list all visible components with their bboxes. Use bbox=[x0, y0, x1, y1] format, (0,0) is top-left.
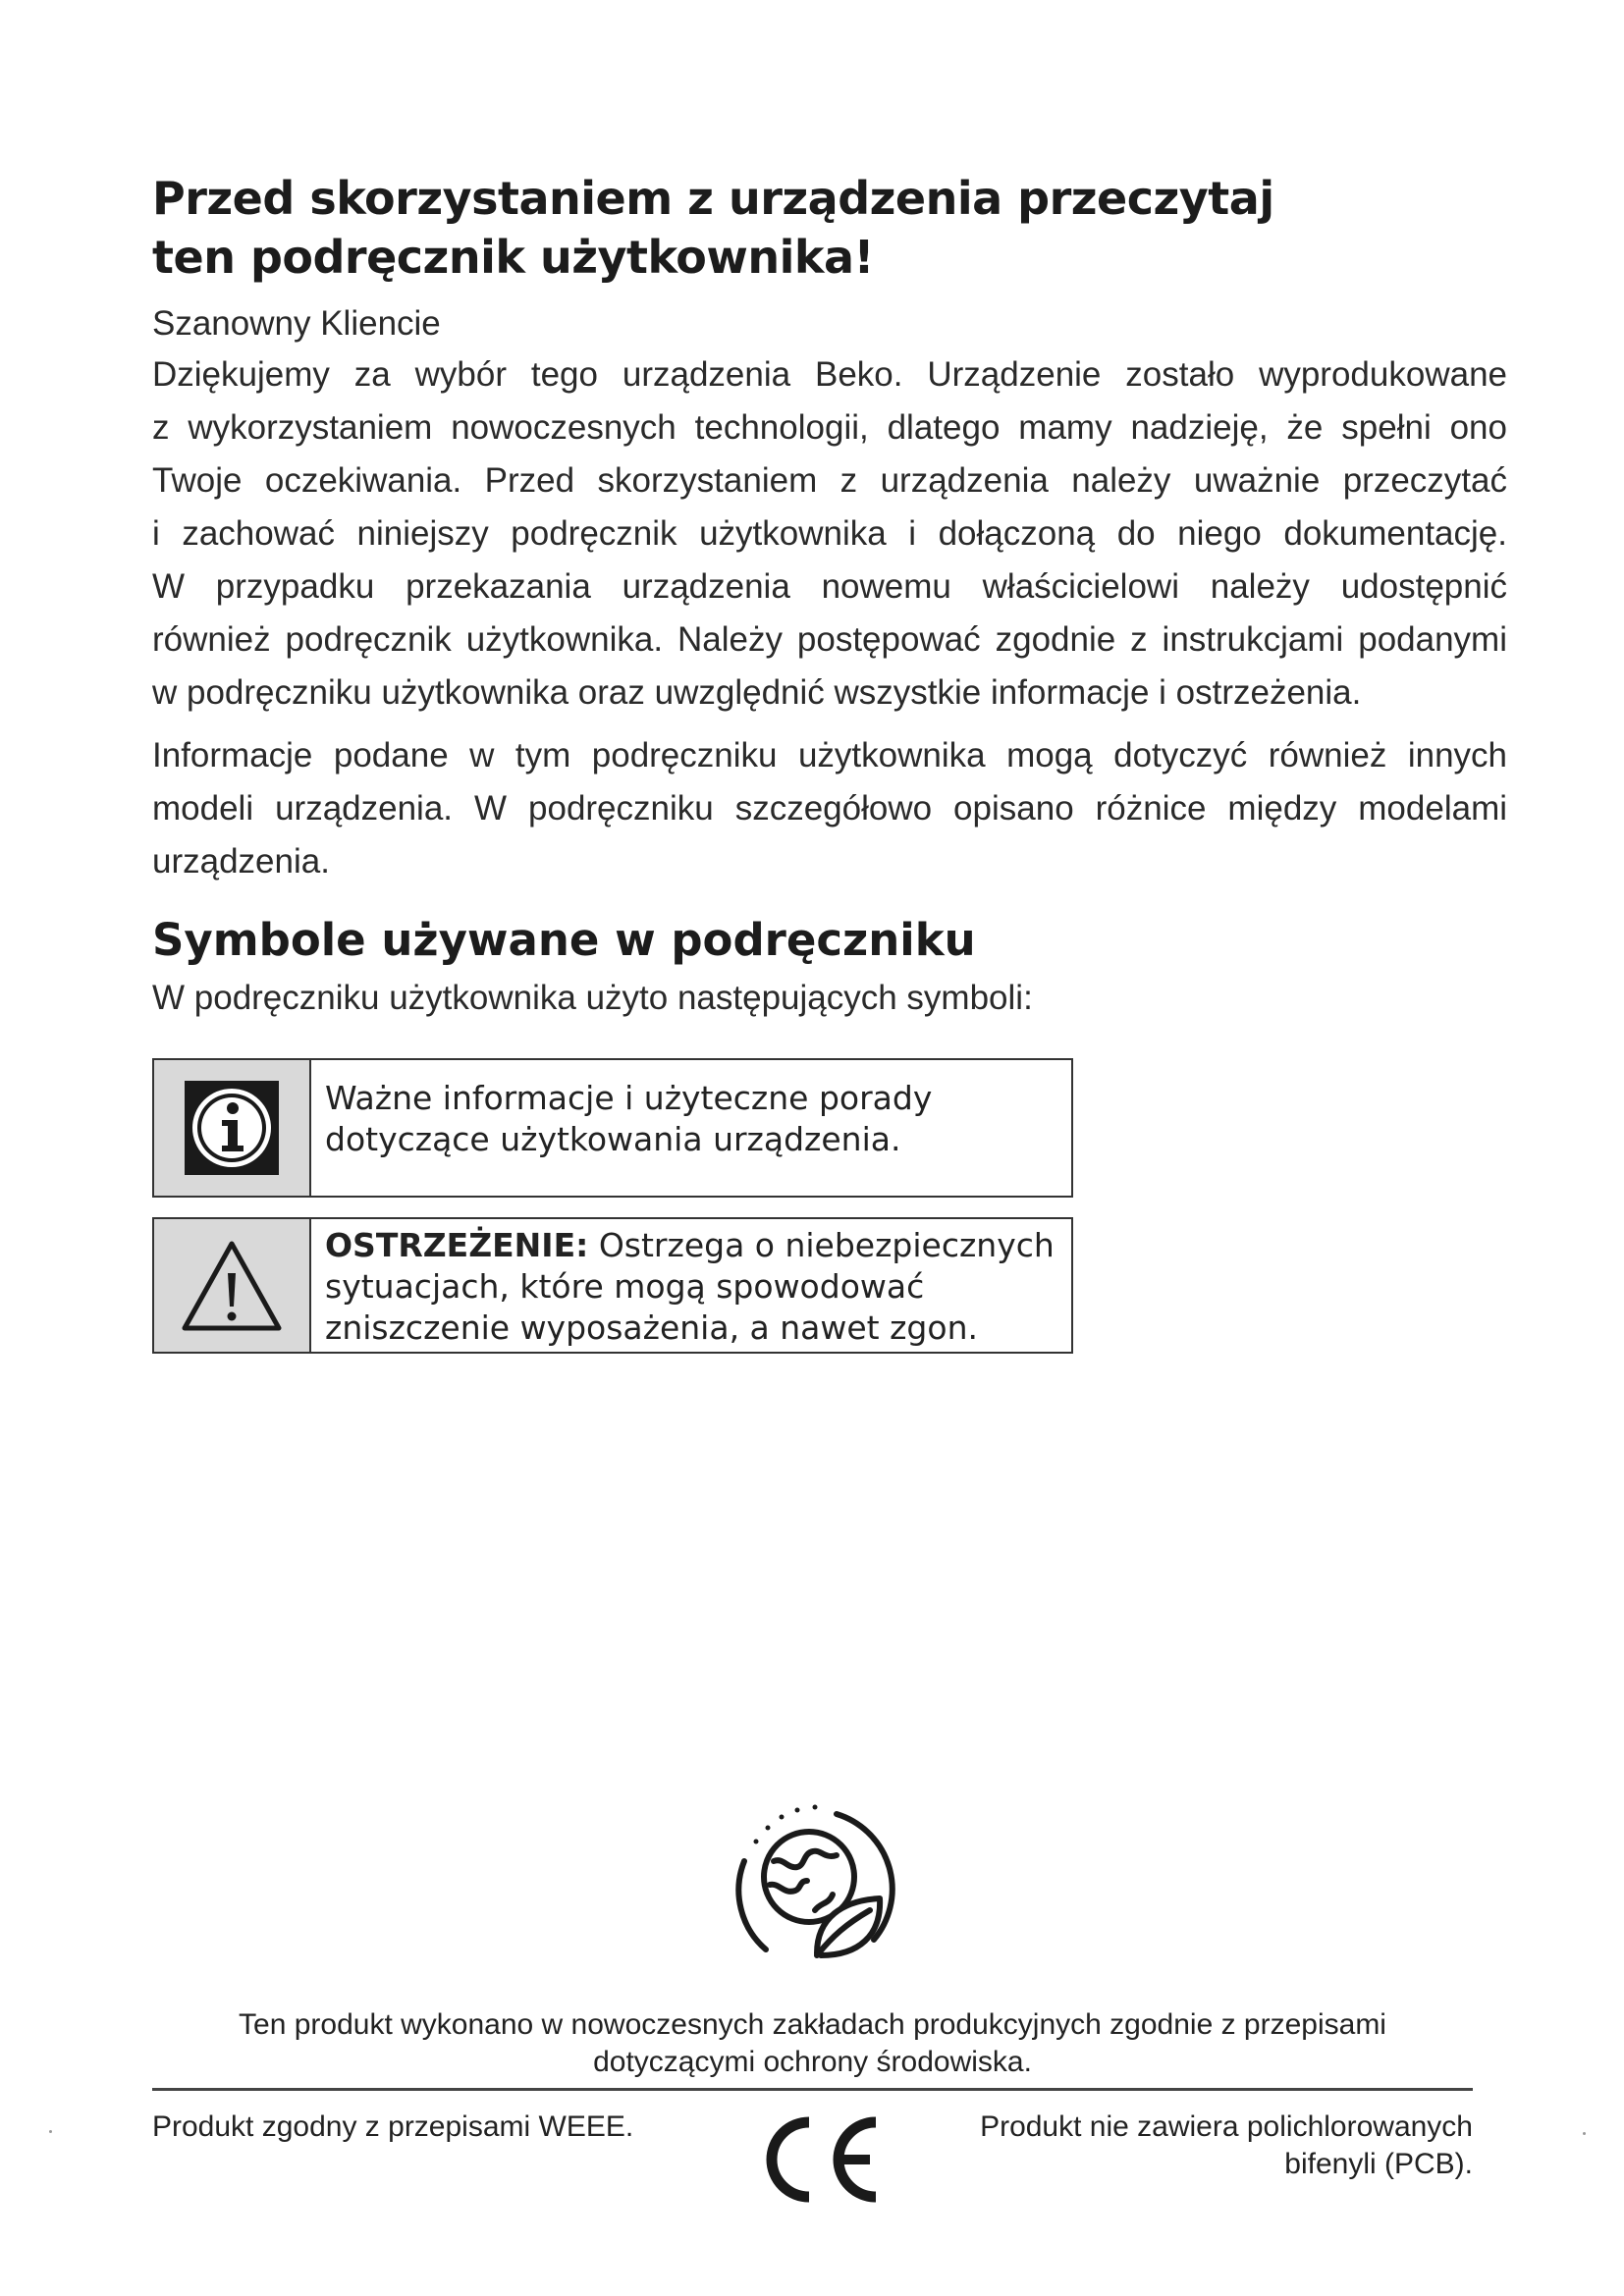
warning-triangle-icon bbox=[181, 1240, 283, 1332]
footer-divider bbox=[152, 2088, 1473, 2091]
warning-icon-cell bbox=[154, 1219, 311, 1352]
models-paragraph bbox=[152, 729, 1507, 888]
symbols-intro bbox=[152, 972, 1507, 1025]
paragraph-line: z wykorzystaniem nowoczesnych technologii, dlatego mamy nadzieję, że spełni ono bbox=[152, 408, 1507, 447]
intro-paragraph bbox=[152, 348, 1507, 720]
info-icon-cell bbox=[154, 1060, 311, 1196]
pcb-statement bbox=[980, 2109, 1473, 2183]
title-line: ten podręcznik użytkownika! bbox=[152, 231, 875, 284]
scan-dot bbox=[1583, 2132, 1586, 2135]
scan-dot bbox=[49, 2130, 52, 2133]
warning-symbol-box bbox=[152, 1217, 1073, 1354]
pcb-line: bifenyli (PCB). bbox=[1284, 2148, 1473, 2180]
greeting bbox=[152, 297, 1507, 350]
paragraph-line: Dziękujemy za wybór tego urządzenia Beko. Urządzenie zostało wyprodukowane bbox=[152, 355, 1507, 394]
warning-description bbox=[311, 1219, 1071, 1352]
pcb-line: Produkt nie zawiera polichlorowanych bbox=[980, 2110, 1473, 2143]
paragraph-line: urządzenia. bbox=[152, 842, 330, 881]
warning-line: sytuacjach, które mogą spowodować bbox=[325, 1267, 925, 1306]
paragraph-line: W przypadku przekazania urządzenia nowemu właścicielowi należy udostępnić bbox=[152, 567, 1507, 606]
info-symbol-box bbox=[152, 1058, 1073, 1198]
ce-mark-icon bbox=[748, 2110, 886, 2209]
eco-statement bbox=[152, 2006, 1473, 2081]
paragraph-line: Informacje podane w tym podręczniku użytkownika mogą dotyczyć również innych bbox=[152, 736, 1507, 774]
paragraph-line: modeli urządzenia. W podręczniku szczegółowo opisano różnice między modelami bbox=[152, 789, 1507, 828]
greeting-text: Szanowny Kliencie bbox=[152, 304, 441, 343]
eco-line: dotyczącymi ochrony środowiska. bbox=[593, 2046, 1032, 2078]
title-line: Przed skorzystaniem z urządzenia przeczytaj bbox=[152, 172, 1274, 225]
warning-line-text: Ostrzega o niebezpiecznych bbox=[588, 1226, 1055, 1264]
paragraph-line: i zachować niniejszy podręcznik użytkownika i dołączoną do niego dokumentację. bbox=[152, 514, 1507, 553]
eco-line: Ten produkt wykonano w nowoczesnych zakładach produkcyjnych zgodnie z przepisami bbox=[239, 2008, 1386, 2041]
paragraph-line: Twoje oczekiwania. Przed skorzystaniem z urządzenia należy uważnie przeczytać bbox=[152, 461, 1507, 500]
info-description bbox=[311, 1060, 1071, 1196]
paragraph-line: również podręcznik użytkownika. Należy postępować zgodnie z instrukcjami podanymi bbox=[152, 620, 1507, 659]
page-title bbox=[152, 169, 1527, 287]
eco-globe-leaf-icon bbox=[727, 1792, 899, 1975]
info-icon bbox=[185, 1081, 279, 1175]
warning-line: zniszczenie wyposażenia, a nawet zgon. bbox=[325, 1308, 978, 1347]
weee-statement: Produkt zgodny z przepisami WEEE. bbox=[152, 2110, 634, 2143]
symbols-heading: Symbole używane w podręczniku bbox=[152, 914, 976, 966]
paragraph-line: w podręczniku użytkownika oraz uwzględnić wszystkie informacje i ostrzeżenia. bbox=[152, 673, 1362, 712]
warning-label: OSTRZEŻENIE: bbox=[325, 1226, 589, 1264]
info-line: dotyczące użytkowania urządzenia. bbox=[325, 1120, 901, 1158]
symbols-intro-text: W podręczniku użytkownika użyto następujących symboli: bbox=[152, 979, 1033, 1017]
info-line: Ważne informacje i użyteczne porady bbox=[325, 1079, 933, 1117]
warning-line bbox=[325, 1225, 1057, 1266]
